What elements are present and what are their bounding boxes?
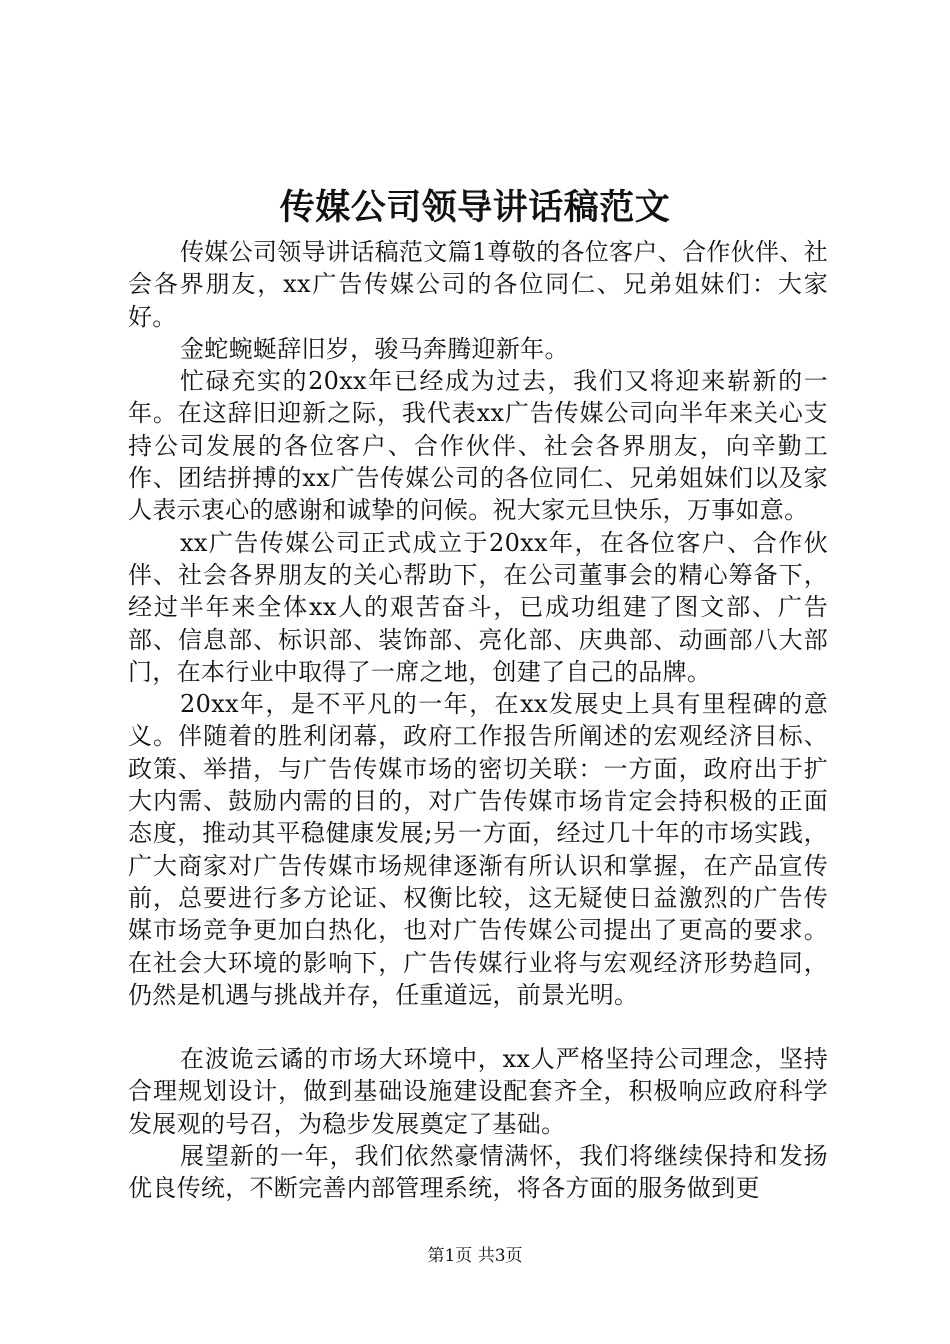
paragraph-greeting: 传媒公司领导讲话稿范文篇1尊敬的各位客户、合作伙伴、社会各界朋友，xx广告传媒公司的各位同仁、兄弟姐妹们：大家好。 <box>128 238 828 331</box>
document-title: 传媒公司领导讲话稿范文 <box>279 187 671 228</box>
page-number-footer: 第1页 共3页 <box>427 1246 523 1266</box>
paragraph-outlook: 展望新的一年，我们依然豪情满怀，我们将继续保持和发扬优良传统，不断完善内部管理系统，将各方面的服务做到更 <box>128 1142 828 1203</box>
document-body <box>128 236 828 1205</box>
paragraph-couplet: 金蛇蜿蜒辞旧岁，骏马奔腾迎新年。 <box>180 334 569 363</box>
paragraph-company-history: xx广告传媒公司正式成立于20xx年，在各位客户、合作伙伴、社会各界朋友的关心帮助下，在公司董事会的精心筹备下，经过半年来全体xx人的艰苦奋斗，已成功组建了图文部、广告部、信息部、标识部、装饰部、亮化部、庆典部、动画部八大部门，在本行业中取得了一席之地，创建了自己的品牌。 <box>128 528 828 686</box>
paragraph-market-analysis: 20xx年，是不平凡的一年，在xx发展史上具有里程碑的意义。伴随着的胜利闭幕，政府工作报告所阐述的宏观经济目标、政策、举措，与广告传媒市场的密切关联：一方面，政府出于扩大内需、鼓励内需的目的，对广告传媒市场肯定会持积极的正面态度，推动其平稳健康发展;另一方面，经过几十年的市场实践，广大商家对广告传媒市场规律逐渐有所认识和掌握，在产品宣传前，总要进行多方论证、权衡比较，这无疑使日益激烈的广告传媒市场竞争更加白热化，也对广告传媒公司提出了更高的要求。在社会大环境的影响下，广告传媒行业将与宏观经济形势趋同，仍然是机遇与挑战并存，任重道远，前景光明。 <box>128 690 828 1009</box>
paragraph-philosophy: 在波诡云谲的市场大环境中，xx人严格坚持公司理念，坚持合理规划设计，做到基础设施建设配套齐全，积极响应政府科学发展观的号召，为稳步发展奠定了基础。 <box>128 1045 828 1138</box>
paragraph-thanks: 忙碌充实的20xx年已经成为过去，我们又将迎来崭新的一年。在这辞旧迎新之际，我代表xx广告传媒公司向半年来关心支持公司发展的各位客户、合作伙伴、社会各界朋友，向辛勤工作、团结拼搏的xx广告传媒公司的各位同仁、兄弟姐妹们以及家人表示衷心的感谢和诚挚的问候。祝大家元旦快乐，万事如意。 <box>128 367 828 525</box>
